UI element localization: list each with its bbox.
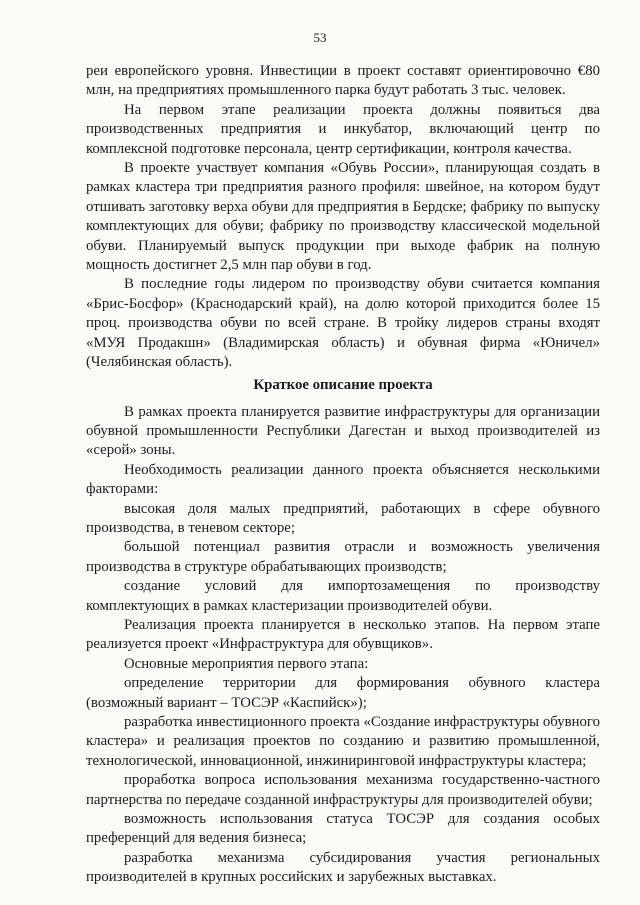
list-item: разработка механизма субсидирования участия региональных производителей в крупных российских и зарубежных выставках. bbox=[86, 849, 600, 886]
section-heading: Краткое описание проекта bbox=[253, 376, 433, 393]
list-item: определение территории для формирования обувного кластера (возможный вариант – ТОСЭР «Каспийск»); bbox=[86, 675, 600, 711]
paragraph: Реализация проекта планируется в несколько этапов. На первом этапе реализуется проект «Инфраструктура для обувщиков». bbox=[86, 616, 600, 653]
paragraph: Основные мероприятия первого этапа: bbox=[124, 655, 369, 672]
list-item: большой потенциал развития отрасли и возможность увеличения производства в структуре обрабатывающих производств; bbox=[86, 539, 600, 575]
page-number: 53 bbox=[313, 30, 327, 45]
list-item: высокая доля малых предприятий, работающих в сфере обувного производства, в теневом секторе; bbox=[86, 500, 600, 536]
list-item: разработка инвестиционного проекта «Создание инфраструктуры обувного кластера» и реализация проектов по созданию и развитию промышленной, технологической, инновационной, инжиниринговой инфраструктуры кластера; bbox=[86, 714, 600, 769]
list-item: возможность использования статуса ТОСЭР для создания особых преференций для ведения бизнеса; bbox=[86, 811, 600, 847]
paragraph: В последние годы лидером по производству обуви считается компания «Брис-Босфор» (Краснодарский край), на долю которой приходится более 15 проц. производства обуви по всей стране. В тройку лидеров страны входят «МУЯ Продакшн» (Владимирская область) и обувная фирма «Юничел» (Челябинская область). bbox=[86, 276, 600, 371]
list-item: проработка вопроса использования механизма государственно-частного партнерства по передаче созданной инфраструктуры для производителей обуви; bbox=[86, 772, 600, 808]
paragraph: реи европейского уровня. Инвестиции в проект составят ориентировочно €80 млн, на предприятиях промышленного парка будут работать 3 тыс. человек. bbox=[86, 63, 600, 99]
paragraph: На первом этапе реализации проекта должны появиться два производственных предприятия и инкубатор, включающий центр по комплексной подготовке персонала, центр сертификации, контроля качества. bbox=[86, 101, 600, 157]
paragraph: В проекте участвует компания «Обувь России», планирующая создать в рамках кластера три предприятия разного профиля: швейное, на котором будут отшивать заготовку верха обуви для предприятия в Бердске; фабрику по выпуску комплектующих для обуви; фабрику по производству классической модельной обуви. Планируемый выпуск продукции при выходе фабрик на полную мощность достигнет 2,5 млн пар обуви в год. bbox=[86, 160, 600, 274]
paragraph: Необходимость реализации данного проекта объясняется несколькими факторами: bbox=[86, 461, 600, 498]
list-item: создание условий для импортозамещения по производству комплектующих в рамках кластеризации производителей обуви. bbox=[86, 578, 600, 614]
page-content bbox=[86, 62, 600, 888]
paragraph: В рамках проекта планируется развитие инфраструктуры для организации обувной промышленности Республики Дагестан и выход производителей из «серой» зоны. bbox=[86, 403, 600, 459]
